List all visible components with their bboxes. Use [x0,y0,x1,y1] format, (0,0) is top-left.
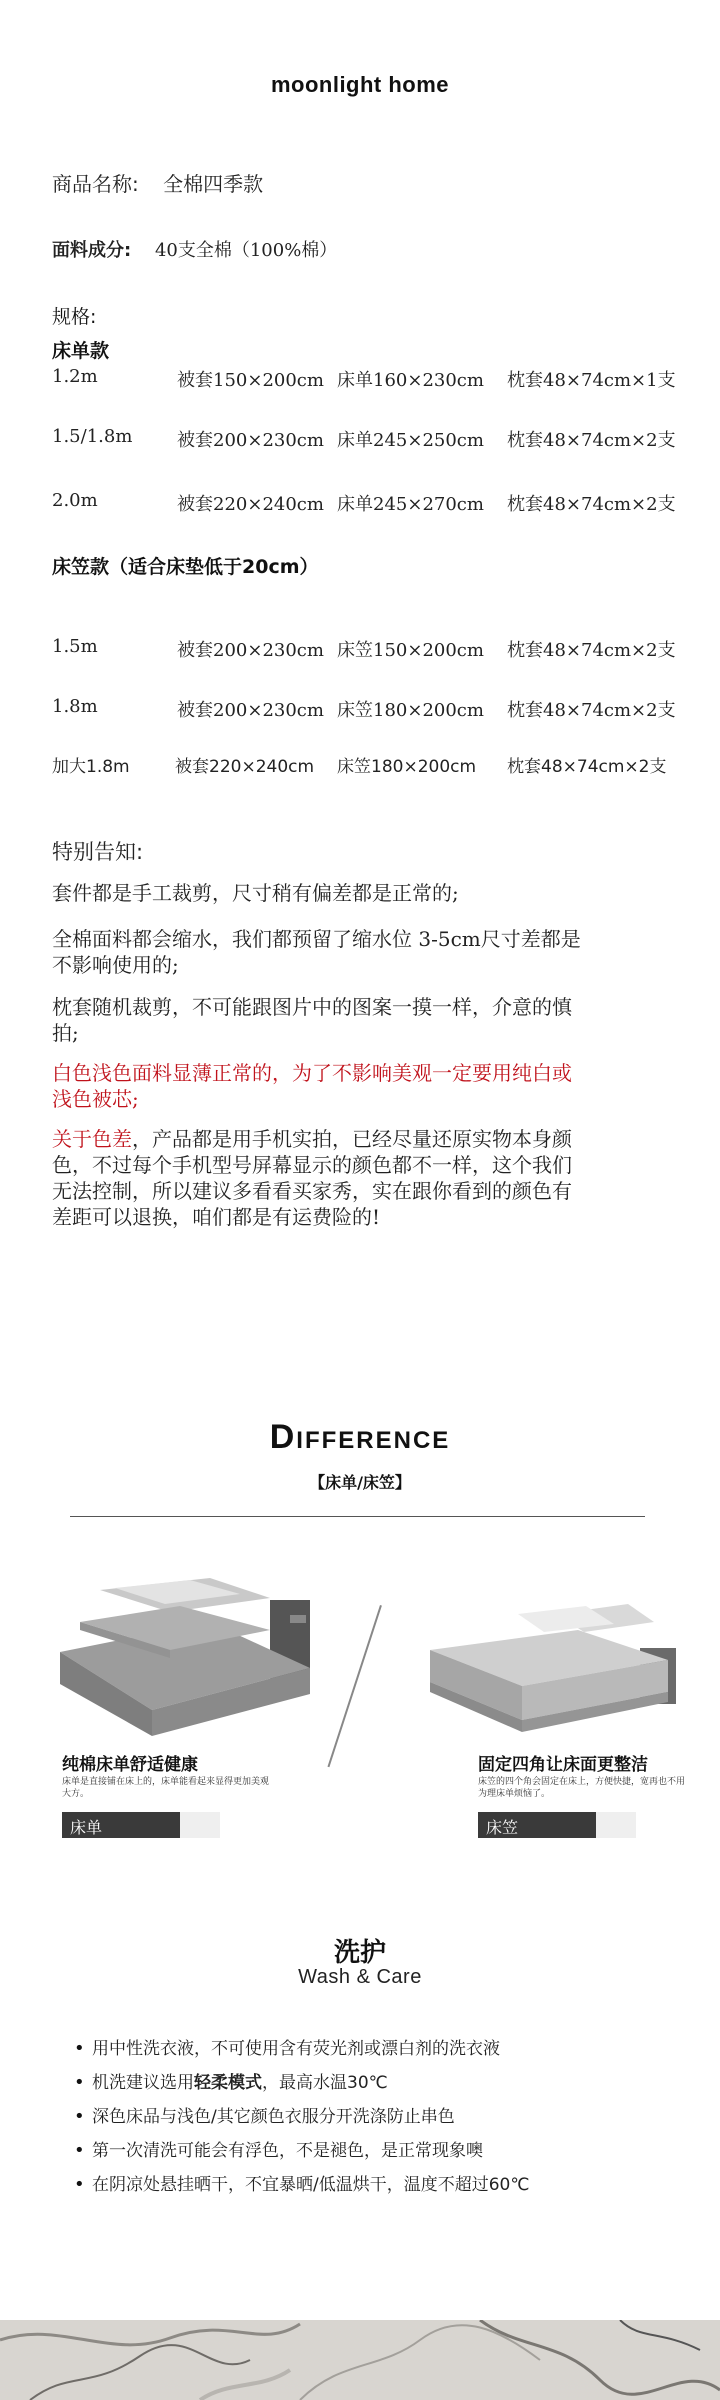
fitted-sheet-heading: 床笠款（适合床垫低于20cm） [52,556,319,578]
list-item: • 机洗建议选用轻柔模式，最高水温30℃ [92,2066,692,2100]
notice-line: 关于色差，产品都是用手机实拍，已经尽量还原实物本身颜 [52,1127,572,1151]
list-item: • 在阴凉处悬挂晒干，不宜暴晒/低温烘干，温度不超过60℃ [92,2168,692,2202]
spec-duvet: 被套220×240cm [175,757,315,777]
fabric-value: 40支全棉（100%棉） [154,240,338,261]
spec-size: 1.8m [52,696,98,717]
notice-paragraph-warning [52,1060,632,1112]
spec-sheet: 床笠180×200cm [337,757,477,777]
difference-subtitle: 【床单/床笠】 [309,1473,411,1492]
spec-pillow: 枕套48×74cm×2支 [507,640,676,661]
spec-pillow: 枕套48×74cm×1支 [507,370,676,391]
notice-line: 全棉面料都会缩水，我们都预留了缩水位 3-5cm尺寸差都是 [52,927,581,951]
spec-row [52,490,692,518]
fitted-sheet-tag [478,1812,636,1838]
notice-line: 浅色被芯; [52,1087,139,1111]
spec-pillow: 枕套48×74cm×2支 [507,757,667,777]
spec-duvet: 被套200×230cm [177,430,324,451]
color-difference-label: 关于色差 [52,1127,132,1151]
spec-size: 1.2m [52,366,98,387]
list-item: • 第一次清洗可能会有浮色，不是褪色，是正常现象噢 [92,2134,692,2168]
fitted-sheet-bed-image [418,1570,678,1750]
spec-duvet: 被套220×240cm [177,494,324,515]
spec-duvet: 被套150×200cm [177,370,324,391]
spec-sheet: 床单245×270cm [337,494,484,515]
fabric-line [52,236,337,262]
marble-fabric-image [0,2320,720,2400]
spec-sheet: 床笠150×200cm [337,640,484,661]
spec-row [52,636,692,664]
flat-sheet-tag-label: 床单 [70,1818,103,1837]
divider [70,1516,645,1517]
notice-line: 枕套随机裁剪，不可能跟图片中的图案一摸一样，介意的慎 [52,995,572,1019]
notice-line: 不影响使用的; [52,953,179,977]
spec-size: 加大1.8m [52,757,130,777]
difference-title: Difference [269,1418,451,1456]
notice-title: 特别告知: [52,840,144,864]
spec-row [52,696,692,724]
notice-paragraph [52,880,632,906]
spec-duvet: 被套200×230cm [177,640,324,661]
wash-title: 洗护 [333,1938,386,1968]
spec-duvet: 被套200×230cm [177,700,324,721]
flat-sheet-description: 床单是直接铺在床上的，床单能看起来显得更加美观大方。 [62,1777,270,1799]
flat-sheet-heading: 床单款 [52,340,110,362]
spec-sheet: 床笠180×200cm [337,700,484,721]
wash-care-list [92,2032,692,2202]
divider [327,1605,381,1767]
notice-line: 色，不过每个手机型号屏幕显示的颜色都不一样，这个我们 [52,1153,572,1177]
notice-paragraph [52,994,632,1046]
product-name-line [52,168,263,197]
spec-pillow: 枕套48×74cm×2支 [507,700,676,721]
spec-size: 1.5m [52,636,98,657]
spec-size: 2.0m [52,490,98,511]
fitted-sheet-caption: 固定四角让床面更整洁 [478,1755,648,1775]
gentle-mode-emphasis: 轻柔模式 [194,2073,262,2093]
notice-line: 拍; [52,1021,79,1045]
wash-subtitle: Wash & Care [298,1966,422,1988]
spec-row [52,426,692,454]
notice-line: 差距可以退换，咱们都是有运费险的! [52,1205,381,1229]
spec-pillow: 枕套48×74cm×2支 [507,494,676,515]
product-name-value: 全棉四季款 [163,172,264,196]
list-item: • 用中性洗衣液，不可使用含有荧光剂或漂白剂的洗衣液 [92,2032,692,2066]
notice-line: 套件都是手工裁剪，尺寸稍有偏差都是正常的; [52,881,459,905]
notice-paragraph [52,926,632,978]
flat-sheet-caption: 纯棉床单舒适健康 [62,1755,198,1775]
fitted-sheet-description: 床笠的四个角会固定在床上，方便快捷，宽再也不用为理床单烦恼了。 [478,1777,686,1799]
spec-size: 1.5/1.8m [52,426,133,447]
fitted-sheet-tag-label: 床笠 [486,1818,519,1837]
list-item: • 深色床品与浅色/其它颜色衣服分开洗涤防止串色 [92,2100,692,2134]
fabric-label: 面料成分: [52,240,132,261]
spec-label: 规格: [52,306,97,328]
notice-line: 无法控制，所以建议多看看买家秀，实在跟你看到的颜色有 [52,1179,572,1203]
product-name-label: 商品名称: [52,172,139,196]
spec-row [52,752,692,780]
flat-sheet-bed-image [40,1560,330,1750]
brand-name: moonlight home [270,72,450,97]
notice-paragraph [52,1126,632,1230]
spec-pillow: 枕套48×74cm×2支 [507,430,676,451]
spec-row [52,366,692,394]
notice-line: 白色浅色面料显薄正常的，为了不影响美观一定要用纯白或 [52,1061,572,1085]
spec-sheet: 床单160×230cm [337,370,484,391]
flat-sheet-tag [62,1812,220,1838]
spec-sheet: 床单245×250cm [337,430,484,451]
